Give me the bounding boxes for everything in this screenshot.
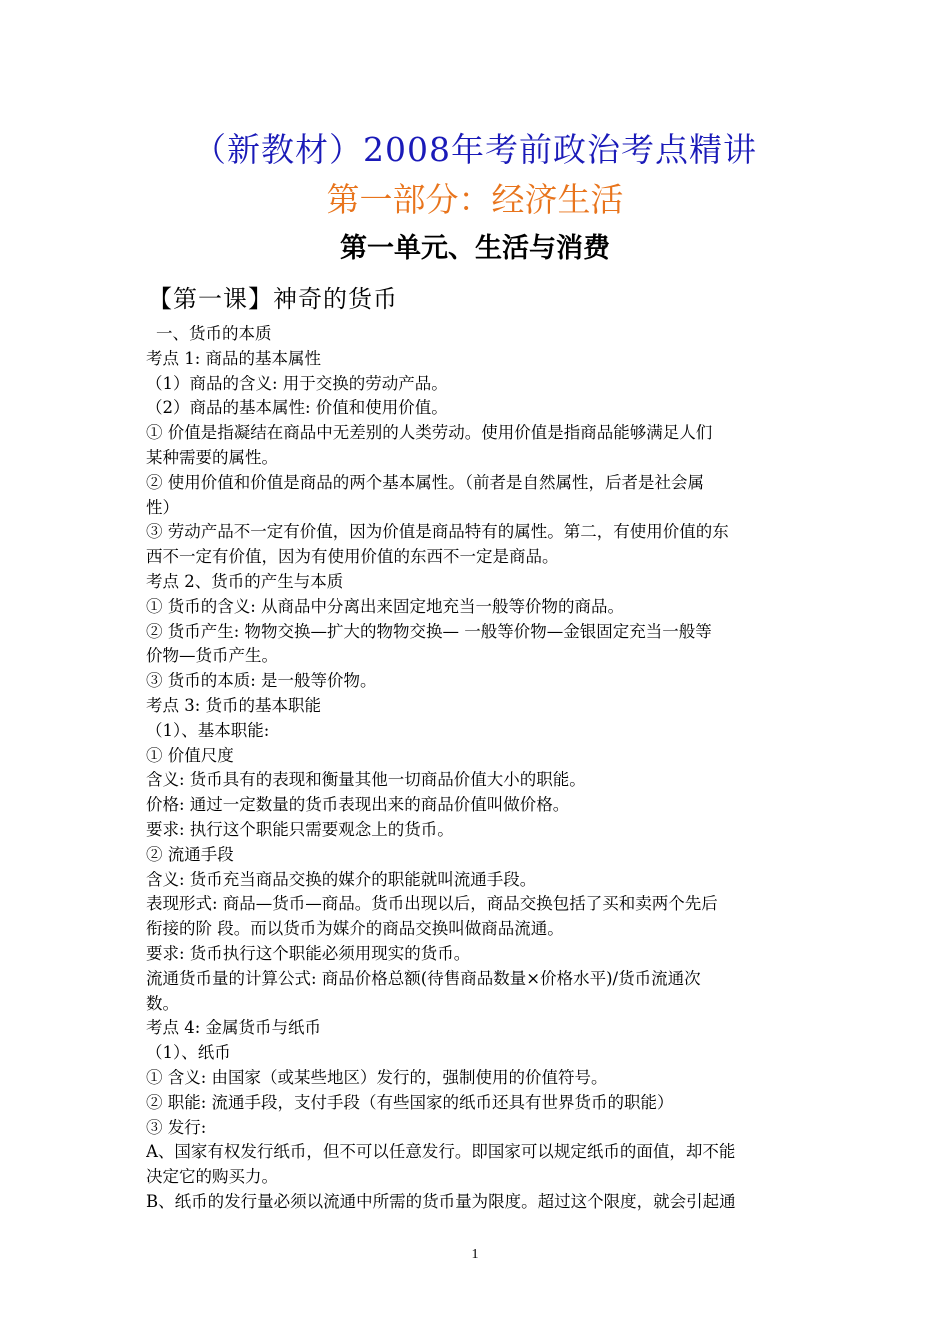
text-line: ① 货币的含义: 从商品中分离出来固定地充当一般等价物的商品。 xyxy=(146,596,625,616)
text-line: 某种需要的属性。 xyxy=(146,447,278,467)
text-line: ② 使用价值和价值是商品的两个基本属性。（前者是自然属性，后者是社会属 xyxy=(146,472,704,492)
lesson-heading: 【第一课】神奇的货币 xyxy=(148,285,398,313)
text-line: 表现形式: 商品—货币—商品。货币出现以后，商品交换包括了买和卖两个先后 xyxy=(146,894,718,914)
text-line: ① 含义: 由国家（或某些地区）发行的，强制使用的价值符号。 xyxy=(146,1067,608,1087)
text-line: 含义: 货币具有的表现和衡量其他一切商品价值大小的职能。 xyxy=(146,770,586,790)
text-line: ② 职能: 流通手段，支付手段（有些国家的纸币还具有世界货币的职能） xyxy=(146,1092,674,1112)
text-line: 性） xyxy=(146,497,179,517)
unit-heading: 第一单元、生活与消费 xyxy=(340,233,610,264)
text-line: 要求: 执行这个职能只需要观念上的货币。 xyxy=(146,819,454,839)
text-line: （1）商品的含义: 用于交换的劳动产品。 xyxy=(146,373,448,393)
text-line: （2）商品的基本属性: 价值和使用价值。 xyxy=(146,398,448,418)
text-line: 考点 4: 金属货币与纸币 xyxy=(146,1018,322,1038)
text-line: 考点 2、货币的产生与本质 xyxy=(146,571,344,591)
text-line: （1）、纸币 xyxy=(146,1043,231,1063)
text-line: 含义: 货币充当商品交换的媒介的职能就叫流通手段。 xyxy=(146,869,537,889)
text-line: 衔接的阶 段。而以货币为媒介的商品交换叫做商品流通。 xyxy=(146,919,564,939)
text-line: 数。 xyxy=(146,993,179,1013)
text-line: ① 价值是指凝结在商品中无差别的人类劳动。使用价值是指商品能够满足人们 xyxy=(146,423,713,443)
text-line: ② 流通手段 xyxy=(146,844,234,864)
text-line: 西不一定有价值，因为有使用价值的东西不一定是商品。 xyxy=(146,547,559,567)
text-line: 考点 1: 商品的基本属性 xyxy=(146,348,322,368)
text-line: ② 货币产生: 物物交换—扩大的物物交换— 一般等价物—金银固定充当一般等 xyxy=(146,621,712,641)
text-line: ③ 货币的本质: 是一般等价物。 xyxy=(146,671,377,691)
body-text xyxy=(146,322,808,1215)
text-line: ③ 劳动产品不一定有价值，因为价值是商品特有的属性。第二，有使用价值的东 xyxy=(146,522,729,542)
document-title: （新教材）2008年考前政治考点精讲 xyxy=(193,130,757,169)
part-heading: 第一部分：经济生活 xyxy=(326,180,624,219)
text-line: 要求: 货币执行这个职能必须用现实的货币。 xyxy=(146,943,471,963)
text-line: ③ 发行: xyxy=(146,1117,207,1137)
text-line: B、纸币的发行量必须以流通中所需的货币量为限度。超过这个限度，就会引起通 xyxy=(146,1191,736,1211)
text-line: 价物—货币产生。 xyxy=(146,646,278,666)
page-number: 1 xyxy=(471,1247,479,1262)
text-line: 流通货币量的计算公式: 商品价格总额(待售商品数量×价格水平)/货币流通次 xyxy=(146,968,701,988)
text-line: 价格: 通过一定数量的货币表现出来的商品价值叫做价格。 xyxy=(146,795,570,815)
text-line: （1）、基本职能: xyxy=(146,720,270,740)
text-line: 考点 3: 货币的基本职能 xyxy=(146,695,322,715)
text-line: ① 价值尺度 xyxy=(146,745,234,765)
text-line: A、国家有权发行纸币，但不可以任意发行。即国家可以规定纸币的面值，却不能 xyxy=(146,1142,736,1162)
text-line: 一、货币的本质 xyxy=(156,324,272,343)
text-line: 决定它的购买力。 xyxy=(146,1167,278,1187)
